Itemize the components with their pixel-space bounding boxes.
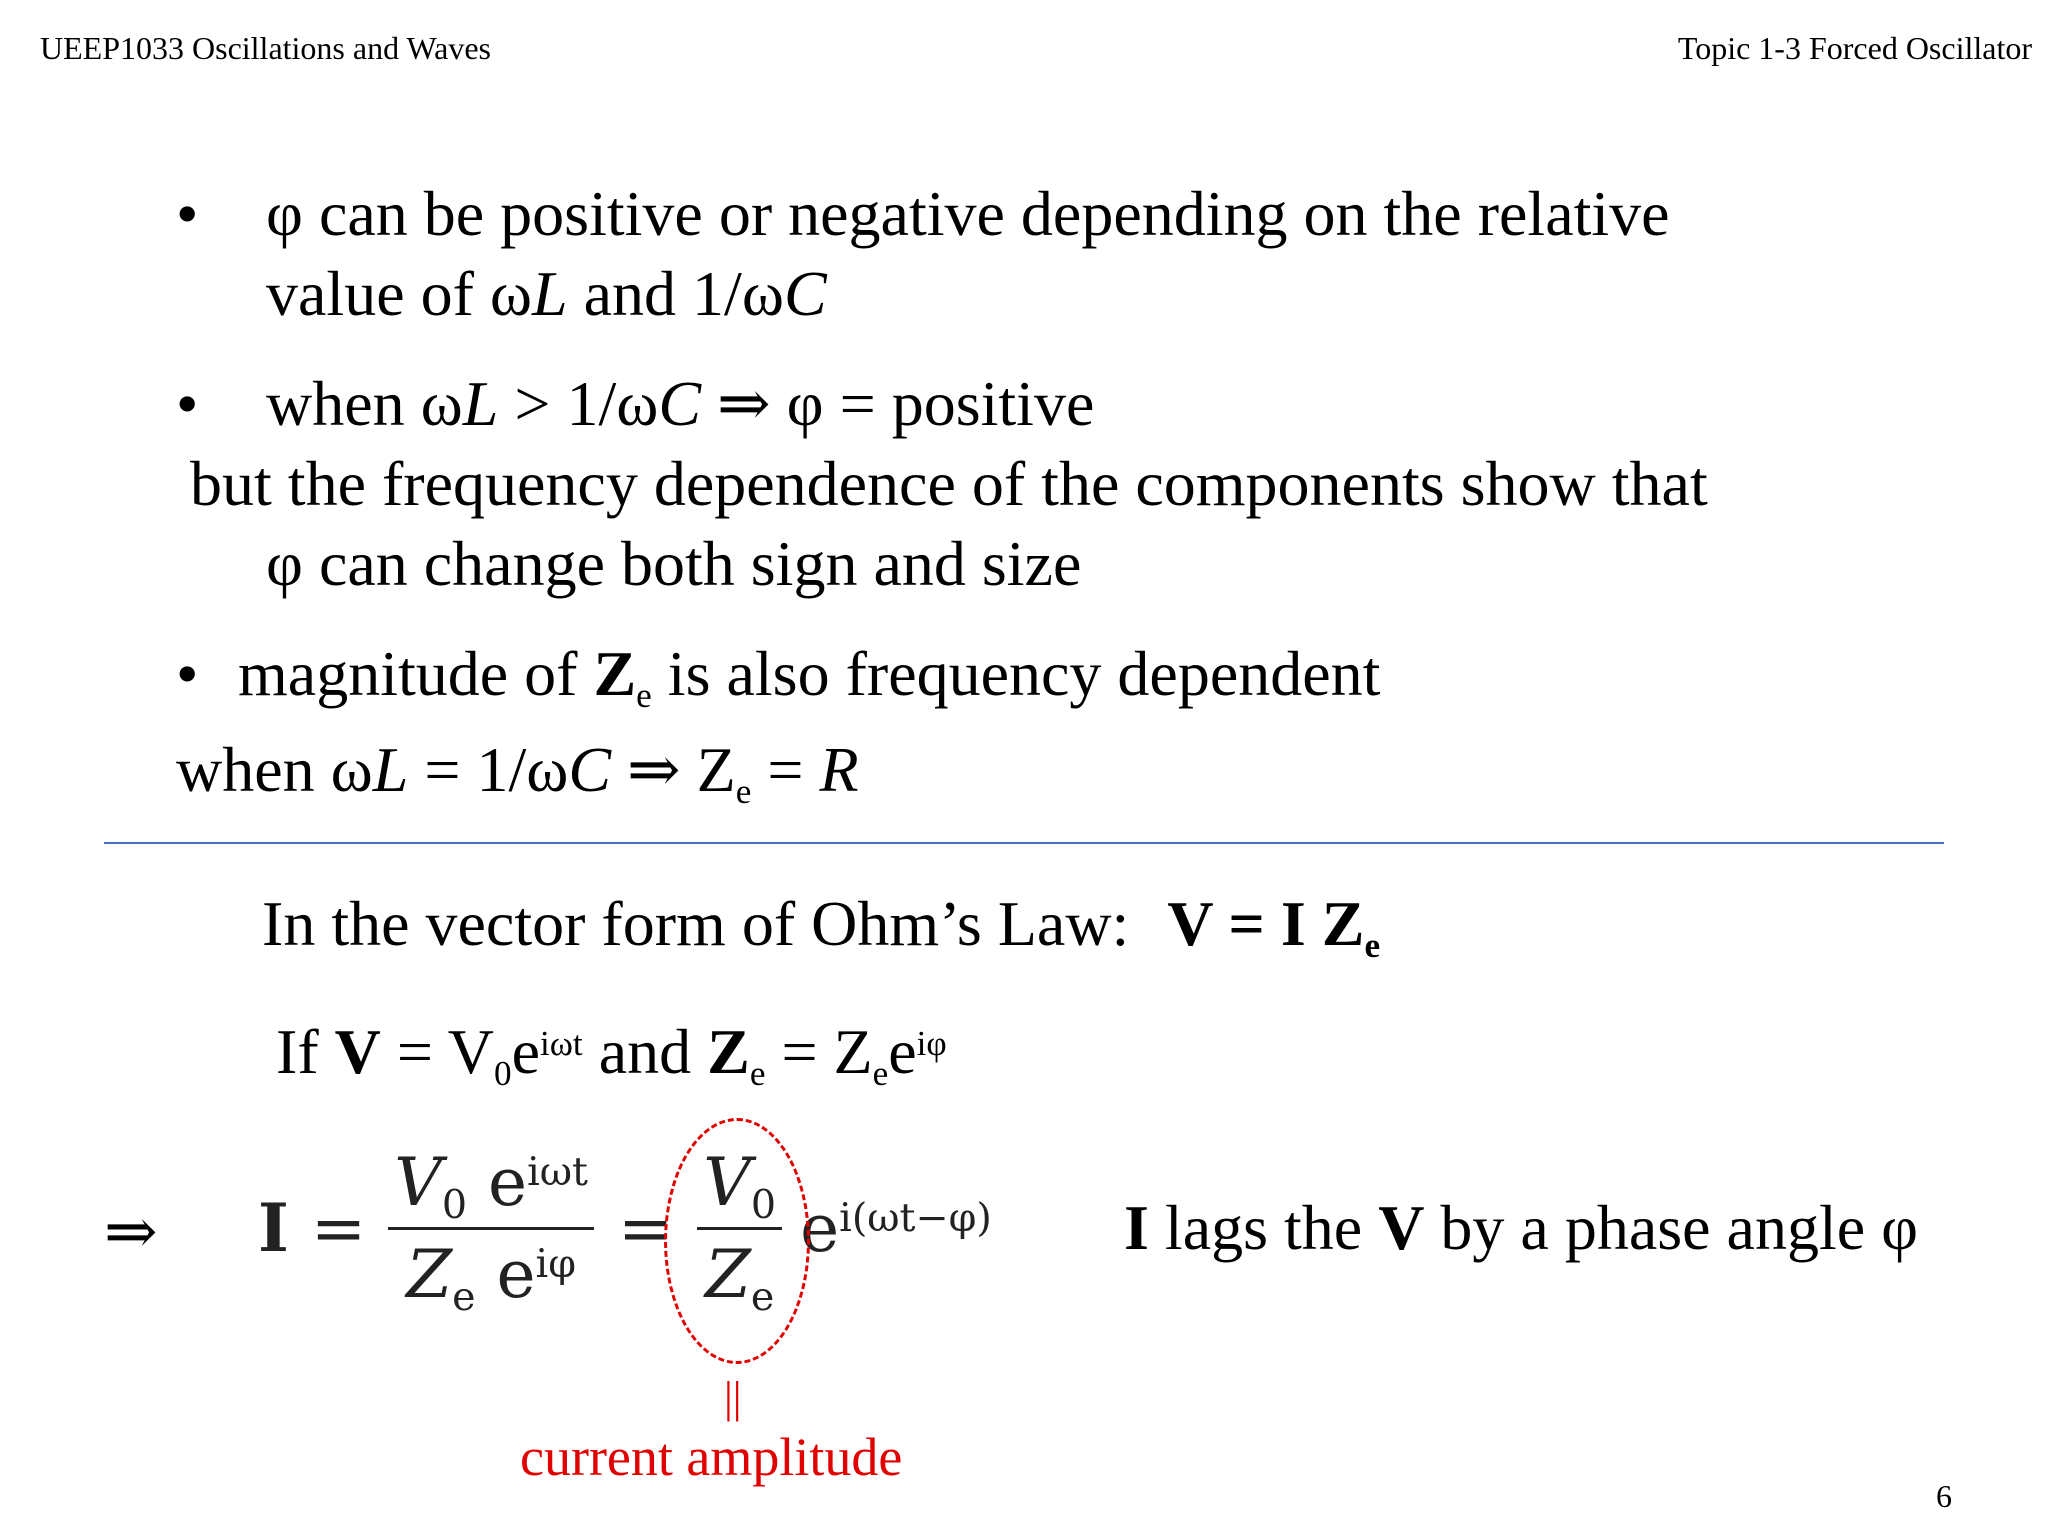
- eq-tail: $e^{i(\omega t-\varphi)}$: [800, 1189, 992, 1267]
- bullet-icon: •: [176, 178, 199, 249]
- divider-line: [104, 842, 1944, 844]
- bullet-icon: •: [176, 638, 199, 709]
- bullet-3-line-2: when ωL = 1/ωC ⇒ $Z_e = R$: [176, 734, 859, 812]
- page-number: 6: [1936, 1478, 1952, 1514]
- ohm-law-text: In the vector form of Ohm’s Law: V = I $Z_e$: [262, 888, 1381, 966]
- lag-statement: I lags the V by a phase angle φ: [1124, 1192, 1919, 1263]
- bullet-2-line-3: φ can change both sign and size: [266, 528, 1082, 599]
- if-line: If $V = V_0e^{i\omega t}$ and $Z_e = Z_ee^{i\varphi}$: [276, 1016, 947, 1094]
- current-amplitude-label: current amplitude: [520, 1427, 903, 1487]
- bullet-1-line-2: value of ωL and 1/ωC: [266, 258, 827, 329]
- eq-I: I: [258, 1189, 289, 1267]
- eq-equals-2: =: [617, 1189, 674, 1267]
- amplitude-highlight-circle: [664, 1118, 810, 1364]
- bullet-icon: •: [176, 368, 199, 439]
- topic-title: Topic 1-3 Forced Oscillator: [1677, 30, 2032, 66]
- eq-fraction-2: $\frac{V_0}{Z_e}$: [697, 1144, 782, 1313]
- eq-fraction-1: $\frac{V_0 e^{i\omega t}}{Z_e e^{i\varphi}}$: [388, 1144, 594, 1313]
- bullet-3-line-1: magnitude of $Z_e$ is also frequency dependent: [238, 638, 1381, 716]
- bullet-2-line-2: but the frequency dependence of the components show that: [190, 448, 1708, 519]
- implies-arrow: ⇒: [104, 1196, 158, 1267]
- equivalence-bars: ||: [724, 1373, 742, 1422]
- ohm-formula: V = I $Z_e$: [1167, 888, 1381, 966]
- bullet-2-line-1: when ωL > 1/ωC ⇒ φ = positive: [266, 368, 1095, 439]
- current-equation: [258, 1128, 992, 1328]
- eq-equals-1: =: [310, 1189, 367, 1267]
- bullet-1-line-1: φ can be positive or negative depending on the relative: [266, 178, 1670, 249]
- course-title: UEEP1033 Oscillations and Waves: [40, 30, 491, 66]
